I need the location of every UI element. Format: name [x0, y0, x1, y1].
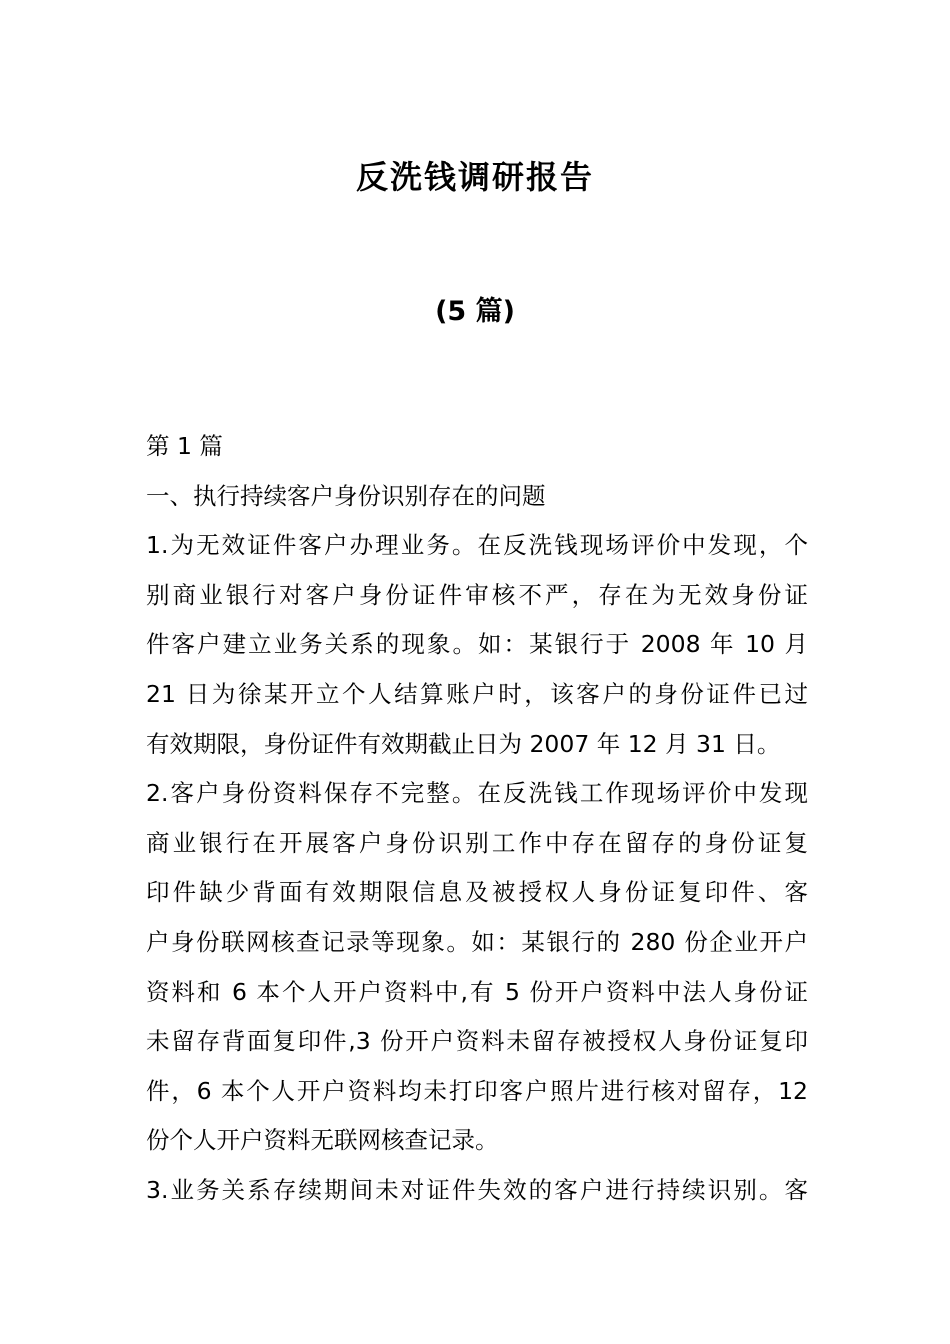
- paragraph-line: 件，6 本个人开户资料均未打印客户照片进行核对留存，12: [146, 1076, 808, 1105]
- section-heading: 第 1 篇: [146, 432, 223, 460]
- paragraph-line: 件客户建立业务关系的现象。如：某银行于 2008 年 10 月: [146, 630, 808, 659]
- paragraph-line: 1.为无效证件客户办理业务。在反洗钱现场评价中发现，个: [146, 531, 808, 560]
- paragraph-line: 印件缺少背面有效期限信息及被授权人身份证复印件、客: [146, 878, 808, 907]
- paragraph-line: 2.客户身份资料保存不完整。在反洗钱工作现场评价中发现: [146, 779, 808, 808]
- paragraph-line: 未留存背面复印件,3 份开户资料未留存被授权人身份证复印: [146, 1027, 808, 1056]
- subsection-heading: 一、执行持续客户身份识别存在的问题: [146, 481, 546, 510]
- document-title: 反洗钱调研报告: [355, 158, 594, 196]
- document-body: [146, 422, 808, 1216]
- document-subtitle: (5 篇): [435, 296, 515, 327]
- paragraph-line: 份个人开户资料无联网核查记录。: [146, 1126, 499, 1155]
- paragraph-line: 有效期限，身份证件有效期截止日为 2007 年 12 月 31 日。: [146, 729, 781, 758]
- paragraph-line: 别商业银行对客户身份证件审核不严，存在为无效身份证: [146, 580, 808, 609]
- paragraph-line: 资料和 6 本个人开户资料中,有 5 份开户资料中法人身份证: [146, 977, 808, 1006]
- paragraph-line: 户身份联网核查记录等现象。如：某银行的 280 份企业开户: [146, 927, 808, 956]
- paragraph-line: 商业银行在开展客户身份识别工作中存在留存的身份证复: [146, 828, 808, 857]
- paragraph-line: 21 日为徐某开立个人结算账户时，该客户的身份证件已过: [146, 679, 808, 708]
- paragraph-line: 3.业务关系存续期间未对证件失效的客户进行持续识别。客: [146, 1175, 808, 1204]
